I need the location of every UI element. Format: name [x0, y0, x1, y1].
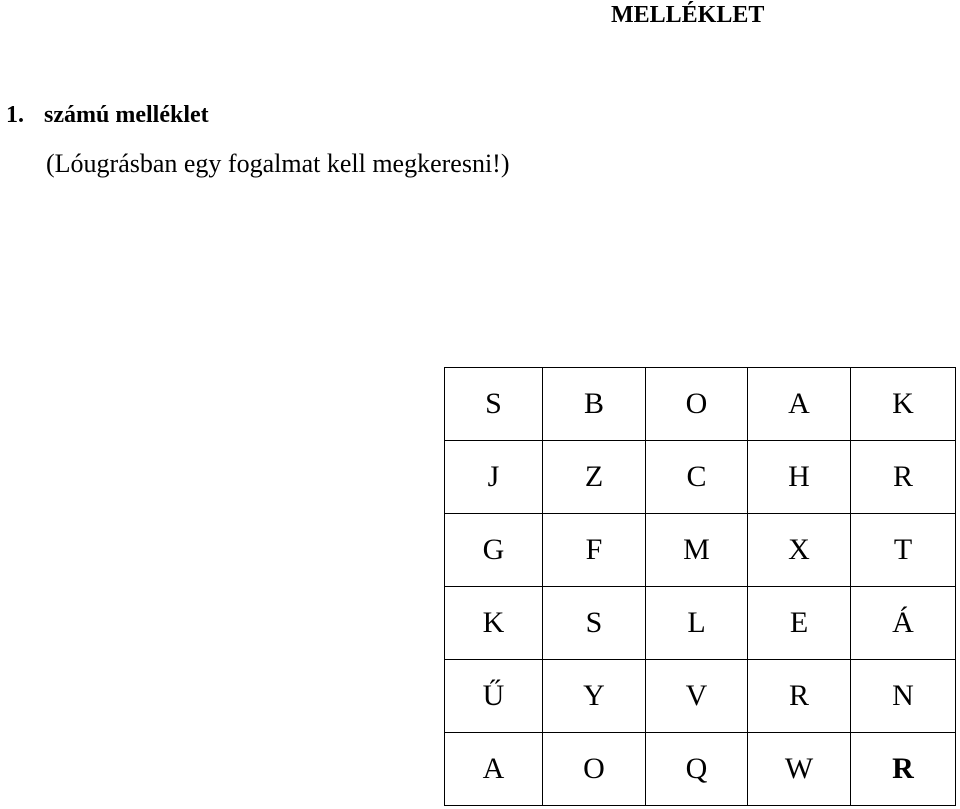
grid-cell: A	[445, 733, 543, 806]
grid-cell: K	[445, 587, 543, 660]
grid-cell: Z	[543, 441, 646, 514]
grid-cell: R	[748, 660, 851, 733]
grid-cell: R	[851, 441, 956, 514]
grid-cell: R	[851, 733, 956, 806]
grid-cell: E	[748, 587, 851, 660]
grid-cell: W	[748, 733, 851, 806]
grid-cell: K	[851, 368, 956, 441]
grid-cell: A	[748, 368, 851, 441]
grid-cell: Q	[646, 733, 748, 806]
grid-cell: S	[543, 587, 646, 660]
grid-row	[445, 733, 956, 806]
grid-cell: Á	[851, 587, 956, 660]
grid-cell: L	[646, 587, 748, 660]
grid-cell: M	[646, 514, 748, 587]
section-heading	[6, 102, 209, 129]
grid-cell: H	[748, 441, 851, 514]
grid-cell: Y	[543, 660, 646, 733]
grid-cell: O	[543, 733, 646, 806]
grid-cell: J	[445, 441, 543, 514]
grid-cell: O	[646, 368, 748, 441]
grid-row	[445, 368, 956, 441]
section-number: 1.	[6, 102, 24, 128]
grid-cell: V	[646, 660, 748, 733]
grid-cell: G	[445, 514, 543, 587]
grid-row	[445, 660, 956, 733]
grid-row	[445, 514, 956, 587]
grid-cell: X	[748, 514, 851, 587]
grid-row	[445, 587, 956, 660]
grid-cell: C	[646, 441, 748, 514]
grid-row	[445, 441, 956, 514]
page-header-title: MELLÉKLET	[611, 2, 765, 28]
knights-tour-letter-grid	[444, 367, 956, 806]
puzzle-instruction: (Lóugrásban egy fogalmat kell megkeresni!)	[46, 149, 510, 178]
grid-cell: N	[851, 660, 956, 733]
grid-cell: F	[543, 514, 646, 587]
grid-cell: T	[851, 514, 956, 587]
grid-cell: Ű	[445, 660, 543, 733]
grid-cell: S	[445, 368, 543, 441]
grid-cell: B	[543, 368, 646, 441]
section-title: számú melléklet	[44, 102, 209, 128]
